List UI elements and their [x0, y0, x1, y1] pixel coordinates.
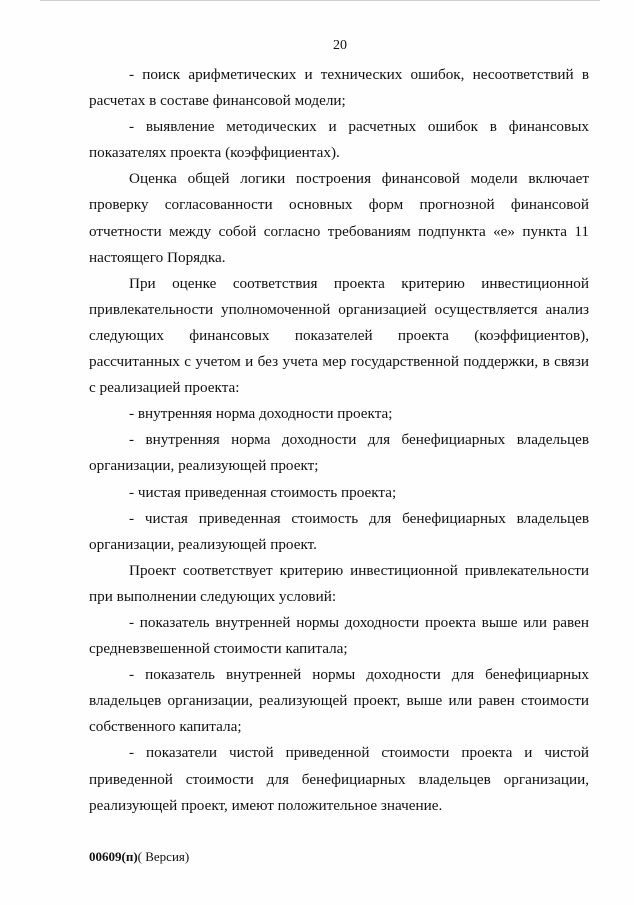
- paragraph-bullet-irr-vs-wacc: - показатель внутренней нормы доходности проекта выше или равен средневзвешенной стоимости капитала;: [89, 613, 589, 658]
- footer-document-code: 00609(п): [89, 849, 138, 864]
- paragraph-bullet-irr-vs-equity: - показатель внутренней нормы доходности для бенефициарных владельцев организации, реализующей проект, выше или равен стоимости собственного капитала;: [89, 666, 589, 736]
- document-footer: [89, 849, 189, 865]
- paragraph-attractiveness-analysis: При оценке соответствия проекта критерию инвестиционной привлекательности уполномоченной организацией осуществляется анализ следующих финансовых показателей проекта (коэффициентов), рассчитанных с учетом и без учета мер государственной поддержки, в связи с реализацией проекта:: [89, 274, 589, 397]
- paragraph-bullet-npv-positive: - показатели чистой приведенной стоимости проекта и чистой приведенной стоимости для бенефициарных владельцев организации, реализующей проект, имеют положительное значение.: [89, 744, 589, 814]
- top-edge-line: [40, 0, 600, 1]
- paragraph-bullet-npv-beneficiaries: - чистая приведенная стоимость для бенефициарных владельцев организации, реализующей проект.: [89, 509, 589, 553]
- paragraph-bullet-npv-project: - чистая приведенная стоимость проекта;: [129, 483, 397, 501]
- paragraph-criteria-conditions: Проект соответствует критерию инвестиционной привлекательности при выполнении следующих условий:: [89, 561, 589, 605]
- paragraph-bullet-methodical-errors: - выявление методических и расчетных ошибок в финансовых показателях проекта (коэффициентах).: [89, 118, 589, 162]
- paragraph-bullet-arithmetic-errors: - поиск арифметических и технических ошибок, несоответствий в расчетах в составе финансовой модели;: [89, 66, 589, 110]
- document-body: [89, 62, 589, 819]
- page-number: 20: [333, 38, 347, 53]
- paragraph-logic-assessment: Оценка общей логики построения финансовой модели включает проверку согласованности основных форм прогнозной финансовой отчетности между собой согласно требованиям подпункта «е» пункта 11 настоящего Порядка.: [89, 170, 589, 266]
- paragraph-bullet-irr-project: - внутренняя норма доходности проекта;: [129, 405, 393, 423]
- footer-version-label: ( Версия): [137, 849, 190, 864]
- paragraph-bullet-irr-beneficiaries: - внутренняя норма доходности для бенефициарных владельцев организации, реализующей проект;: [89, 431, 589, 475]
